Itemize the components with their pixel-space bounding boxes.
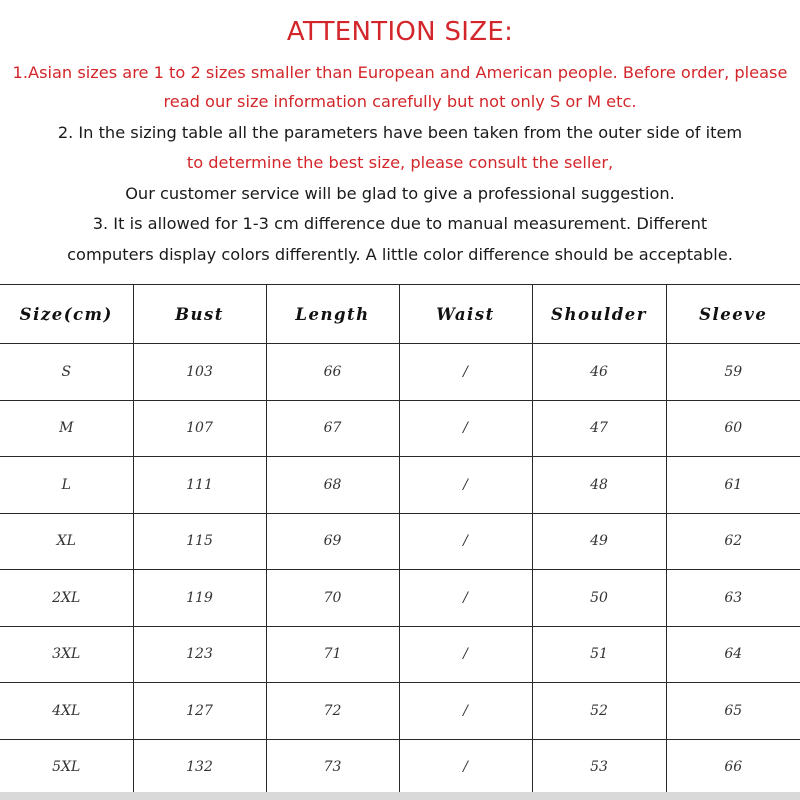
cell-waist: / bbox=[399, 513, 532, 570]
cell-shoulder: 46 bbox=[532, 344, 666, 401]
notice-line-1: 1.Asian sizes are 1 to 2 sizes smaller than European and American people. Before order, please bbox=[12, 63, 788, 82]
cell-length: 70 bbox=[266, 570, 399, 627]
cell-bust: 103 bbox=[133, 344, 266, 401]
cell-shoulder: 48 bbox=[532, 457, 666, 514]
header-size: Size(cm) bbox=[0, 285, 133, 344]
cell-length: 72 bbox=[266, 683, 399, 740]
cell-bust: 127 bbox=[133, 683, 266, 740]
cell-shoulder: 47 bbox=[532, 400, 666, 457]
notice-line-5: Our customer service will be glad to give a professional suggestion. bbox=[125, 184, 675, 203]
notice-line-6: 3. It is allowed for 1-3 cm difference due to manual measurement. Different bbox=[92, 214, 708, 233]
notice-title: ATTENTION SIZE: bbox=[286, 17, 514, 47]
cell-sleeve: 59 bbox=[666, 344, 800, 401]
table-row bbox=[0, 344, 800, 401]
cell-length: 66 bbox=[266, 344, 399, 401]
cell-size: S bbox=[0, 344, 133, 401]
cell-sleeve: 66 bbox=[666, 739, 800, 796]
notice-line-7: computers display colors differently. A little color difference should be acceptable. bbox=[67, 245, 733, 264]
header-sleeve: Sleeve bbox=[666, 285, 800, 344]
cell-size: 5XL bbox=[0, 739, 133, 796]
cell-size: 4XL bbox=[0, 683, 133, 740]
cell-shoulder: 52 bbox=[532, 683, 666, 740]
cell-waist: / bbox=[399, 400, 532, 457]
cell-sleeve: 65 bbox=[666, 683, 800, 740]
cell-length: 73 bbox=[266, 739, 399, 796]
cell-bust: 123 bbox=[133, 626, 266, 683]
cell-size: XL bbox=[0, 513, 133, 570]
cell-waist: / bbox=[399, 344, 532, 401]
bottom-divider bbox=[0, 792, 800, 800]
table-header-row bbox=[0, 285, 800, 344]
attention-notice bbox=[0, 0, 800, 284]
header-waist: Waist bbox=[399, 285, 532, 344]
cell-sleeve: 64 bbox=[666, 626, 800, 683]
cell-bust: 132 bbox=[133, 739, 266, 796]
cell-waist: / bbox=[399, 739, 532, 796]
cell-waist: / bbox=[399, 570, 532, 627]
cell-length: 68 bbox=[266, 457, 399, 514]
cell-waist: / bbox=[399, 626, 532, 683]
table-row bbox=[0, 683, 800, 740]
cell-shoulder: 53 bbox=[532, 739, 666, 796]
cell-sleeve: 63 bbox=[666, 570, 800, 627]
cell-size: L bbox=[0, 457, 133, 514]
size-chart-table bbox=[0, 284, 800, 796]
cell-shoulder: 49 bbox=[532, 513, 666, 570]
cell-bust: 115 bbox=[133, 513, 266, 570]
cell-shoulder: 51 bbox=[532, 626, 666, 683]
cell-waist: / bbox=[399, 683, 532, 740]
cell-shoulder: 50 bbox=[532, 570, 666, 627]
header-shoulder: Shoulder bbox=[532, 285, 666, 344]
notice-line-2: read our size information carefully but not only S or M etc. bbox=[163, 92, 637, 111]
header-bust: Bust bbox=[133, 285, 266, 344]
cell-sleeve: 60 bbox=[666, 400, 800, 457]
table-row bbox=[0, 513, 800, 570]
cell-sleeve: 61 bbox=[666, 457, 800, 514]
cell-length: 71 bbox=[266, 626, 399, 683]
table-row bbox=[0, 400, 800, 457]
cell-bust: 119 bbox=[133, 570, 266, 627]
table-row bbox=[0, 626, 800, 683]
cell-size: 2XL bbox=[0, 570, 133, 627]
table-row bbox=[0, 739, 800, 796]
cell-sleeve: 62 bbox=[666, 513, 800, 570]
cell-size: 3XL bbox=[0, 626, 133, 683]
table-row bbox=[0, 570, 800, 627]
cell-bust: 111 bbox=[133, 457, 266, 514]
notice-line-3: 2. In the sizing table all the parameters have been taken from the outer side of item bbox=[57, 123, 743, 142]
cell-bust: 107 bbox=[133, 400, 266, 457]
header-length: Length bbox=[266, 285, 399, 344]
table-row bbox=[0, 457, 800, 514]
cell-size: M bbox=[0, 400, 133, 457]
cell-waist: / bbox=[399, 457, 532, 514]
cell-length: 69 bbox=[266, 513, 399, 570]
notice-line-4: to determine the best size, please consult the seller, bbox=[186, 153, 614, 172]
cell-length: 67 bbox=[266, 400, 399, 457]
